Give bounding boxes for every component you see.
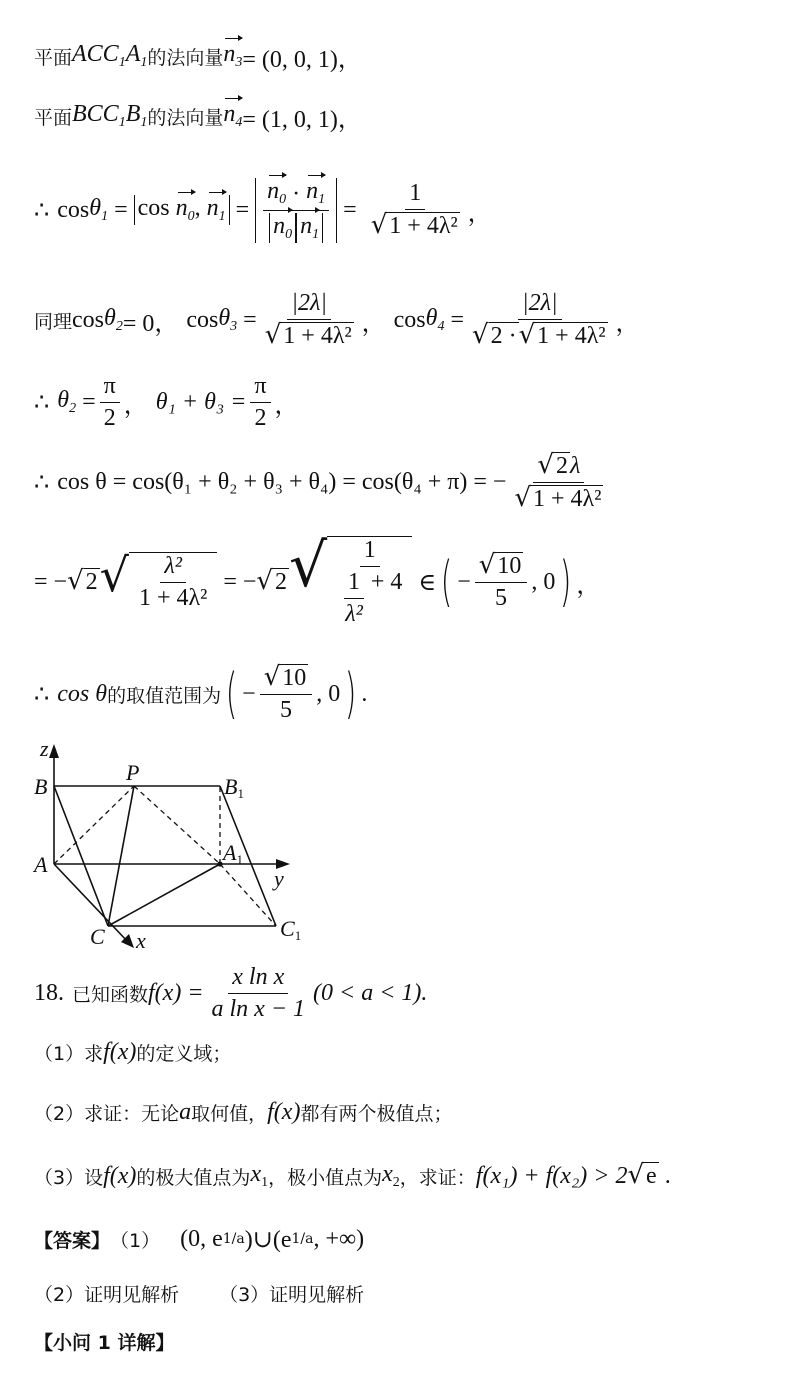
theta-values: ∴ $\theta_2$ = $\frac{\pi}{2}$ ， θ₁ + θ₃ = $\frac{\pi}{2}$ ， <box>34 372 299 431</box>
fraction-pi-over-2-b: $\frac{\pi}{2}$ <box>250 373 270 432</box>
label-c: C <box>90 924 105 949</box>
cos-theta-sum: ∴ cos θ = cos(θ₁ + θ₂ + θ₃ + θ₄) = cos(θ₄ + π) = − √ 2 λ √ 1 + 4λ² <box>34 444 770 520</box>
text-normal-vector: 的法向量 <box>147 46 224 69</box>
comma: ， <box>467 200 492 227</box>
label-a1: A1 <box>223 840 243 867</box>
fraction-sqrt2-lambda: √ 2 λ √ 1 + 4λ² <box>514 449 602 513</box>
cos-theta2-value: = 0， <box>122 310 179 337</box>
range-derivation: = − √ 2 √ $\frac{\text{λ²}}{\text{1 + 4λ²}}$ = − √ 2 √ 1 $\frac{1}{\text{λ²}}$ + 4 ∈ ( − √ 10 5 , 0 ) ， <box>34 531 601 627</box>
text-normal-vector: 的法向量 <box>147 106 224 129</box>
label-a: A <box>34 852 48 877</box>
function-lhs: f(x) = <box>148 979 204 1006</box>
problem-18-statement <box>34 958 770 1028</box>
fraction-one-over-sqrt: 1 √ 1 + 4λ² <box>370 180 458 240</box>
question-2: （2） 求证：无论 a 取何值， f(x) 都有两个极值点； <box>34 1098 453 1125</box>
theta1-plus-theta3: θ₁ + θ₃ = <box>155 388 247 415</box>
sqrt-fraction-2: √ 1 $\frac{1}{\text{λ²}}$ + 4 <box>289 536 412 628</box>
cos-theta1-formula: ∴ cos $\theta_1$ = $\cos n_0$, $n_1$ = $n_0$ · $n_1$ $n_0$ $n_1$ = 1 √ 1 + 4λ² ， <box>34 177 492 242</box>
text-range-is: 的取值范围为 <box>107 684 222 707</box>
normal-vector-bcc1b1 <box>34 96 770 136</box>
question-3: （3） 设 f(x) 的极大值点为 $x_1$ ，极小值点为 $x_2$ ，求证： f(x₁) + f(x₂) > 2 √ e . <box>34 1160 671 1190</box>
problem-number: 18. <box>34 979 64 1006</box>
text-similarly: 同理 <box>34 310 73 333</box>
edge-c-a1 <box>108 864 220 926</box>
cos-label: cos <box>57 196 90 223</box>
vector-n3-value: = (0, 0, 1)， <box>242 46 362 73</box>
cos-theta-2-3-4: 同理 cos $\theta_2$ = 0， cos $\theta_3$ = |2λ| √ 1 + 4λ² ， cos $\theta_4$ = |2λ| √ 2 · √ 1 + 4λ² ， <box>34 290 640 350</box>
answer-3: （3）证明见解析 <box>219 1283 365 1306</box>
answer-tag: 【答案】 <box>34 1229 111 1252</box>
vector-n3: $n_3$ <box>223 41 243 70</box>
parameter-condition: (0 < a < 1). <box>313 979 428 1006</box>
plane-bcc1b1: $BCC_1B_1$ <box>72 101 148 130</box>
normal-vector-acc1a1 <box>34 36 770 76</box>
label-z: z <box>40 738 49 761</box>
theta1: $\theta_1$ <box>89 195 109 224</box>
abs-cos-n0-n1: $\cos n_0$, $n_1$ <box>134 195 230 225</box>
point-a1 <box>217 861 222 866</box>
cos-theta: cos θ <box>57 680 108 707</box>
fraction-sqrt10-over-5: √ 10 5 <box>475 552 528 612</box>
text-plane: 平面 <box>34 46 73 69</box>
fraction-cos-theta3: |2λ| √ 1 + 4λ² <box>264 290 352 350</box>
dash-a1-c1 <box>220 864 276 926</box>
fraction-cos-theta4: |2λ| √ 2 · √ 1 + 4λ² <box>472 290 606 350</box>
label-y: y <box>274 866 284 891</box>
function-fraction: $\frac{\text{x ln x}}{\text{a ln x − 1}}$ <box>211 963 306 1022</box>
text-given-function: 已知函数 <box>72 983 149 1006</box>
label-p: P <box>126 760 140 785</box>
z-arrow <box>49 744 59 758</box>
vector-n4-value: = (1, 0, 1)， <box>242 106 362 133</box>
answer-2: （2）证明见解析 <box>34 1283 180 1306</box>
label-x: x <box>136 928 146 953</box>
therefore-symbol: ∴ <box>34 197 50 224</box>
detail-heading: 【小问 1 详解】 <box>34 1331 175 1354</box>
fraction-pi-over-2: $\frac{\pi}{2}$ <box>100 373 120 432</box>
range-conclusion: ∴ cos θ 的取值范围为 ( − √ 10 5 , 0 ) . <box>34 662 368 725</box>
text-plane: 平面 <box>34 106 73 129</box>
abs-fraction: $n_0$ · $n_1$ $n_0$ $n_1$ <box>255 178 337 243</box>
answer-1: 【答案】 （1） (0, e 1/a )∪(e 1/a , +∞) <box>34 1225 365 1253</box>
cos-theta-expansion: cos θ = cos(θ₁ + θ₂ + θ₃ + θ₄) = cos(θ₄ + π) = − <box>57 468 507 495</box>
sqrt-fraction-1: √ $\frac{\text{λ²}}{\text{1 + 4λ²}}$ <box>100 552 218 612</box>
label-b: B <box>34 774 48 799</box>
dash-p-a1 <box>134 786 220 864</box>
vector-n4: $n_4$ <box>223 101 243 130</box>
answer-2-3 <box>34 1276 770 1310</box>
geometry-figure <box>30 738 320 958</box>
question-1: （1） 求 f(x) 的定义域； <box>34 1038 232 1065</box>
label-c1: C1 <box>280 916 302 943</box>
plane-acc1a1: $ACC_1A_1$ <box>72 41 148 70</box>
label-b1: B1 <box>224 774 244 801</box>
